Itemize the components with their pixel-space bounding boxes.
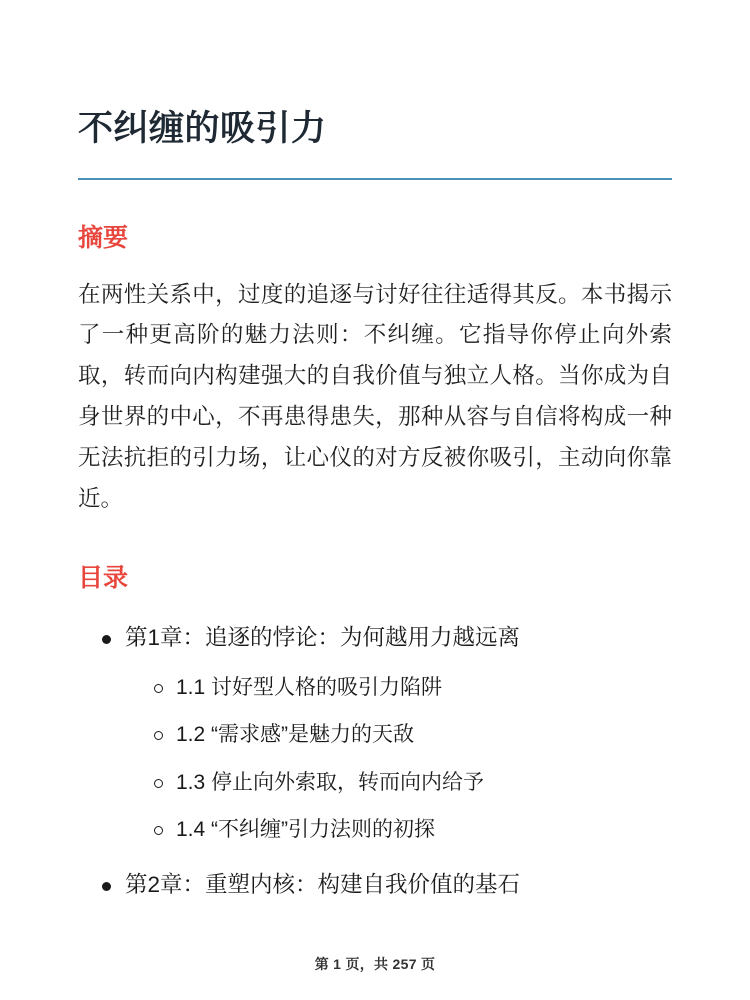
bullet-icon (102, 882, 111, 891)
toc-subitem-label: 1.2 “需求感”是魅力的天敌 (176, 723, 415, 746)
title-divider (78, 178, 672, 180)
toc-subitem-label: 1.1 讨好型人格的吸引力陷阱 (176, 675, 443, 699)
toc-subitem-label: 1.3 停止向外索取，转而向内给予 (176, 770, 485, 794)
toc-subitem-label: 1.4 “不纠缠”引力法则的初探 (176, 818, 436, 841)
page-title: 不纠缠的吸引力 (78, 109, 327, 148)
abstract-heading: 摘要 (78, 224, 129, 252)
toc-item-chapter-1[interactable] (78, 621, 672, 656)
bullet-hollow-icon (154, 731, 163, 740)
bullet-hollow-icon (154, 826, 163, 835)
toc-item-chapter-2[interactable] (78, 868, 672, 903)
bullet-icon (102, 635, 111, 644)
toc-subitem-1-1[interactable] (78, 672, 672, 704)
page-footer: 第 1 页，共 257 页 (314, 956, 436, 972)
bullet-hollow-icon (154, 684, 163, 693)
toc-subitem-1-4[interactable] (78, 814, 672, 846)
toc-item-label: 第2章：重塑内核：构建自我价值的基石 (125, 871, 521, 897)
abstract-text: 在两性关系中，过度的追逐与讨好往往适得其反。本书揭示了一种更高阶的魅力法则：不纠缠。它指导你停止向外索取，转而向内构建强大的自我价值与独立人格。当你成为自身世界的中心，不再患得患失，那种从容与自信将构成一种无法抗拒的引力场，让心仪的对方反被你吸引，主动向你靠近。 (78, 281, 672, 512)
toc-item-label: 第1章：追逐的悖论：为何越用力越远离 (125, 624, 521, 650)
toc-subitem-1-2[interactable] (78, 719, 672, 751)
toc-subitem-1-3[interactable] (78, 767, 672, 799)
toc-heading: 目录 (78, 564, 129, 593)
table-of-contents (78, 621, 672, 903)
bullet-hollow-icon (154, 779, 163, 788)
